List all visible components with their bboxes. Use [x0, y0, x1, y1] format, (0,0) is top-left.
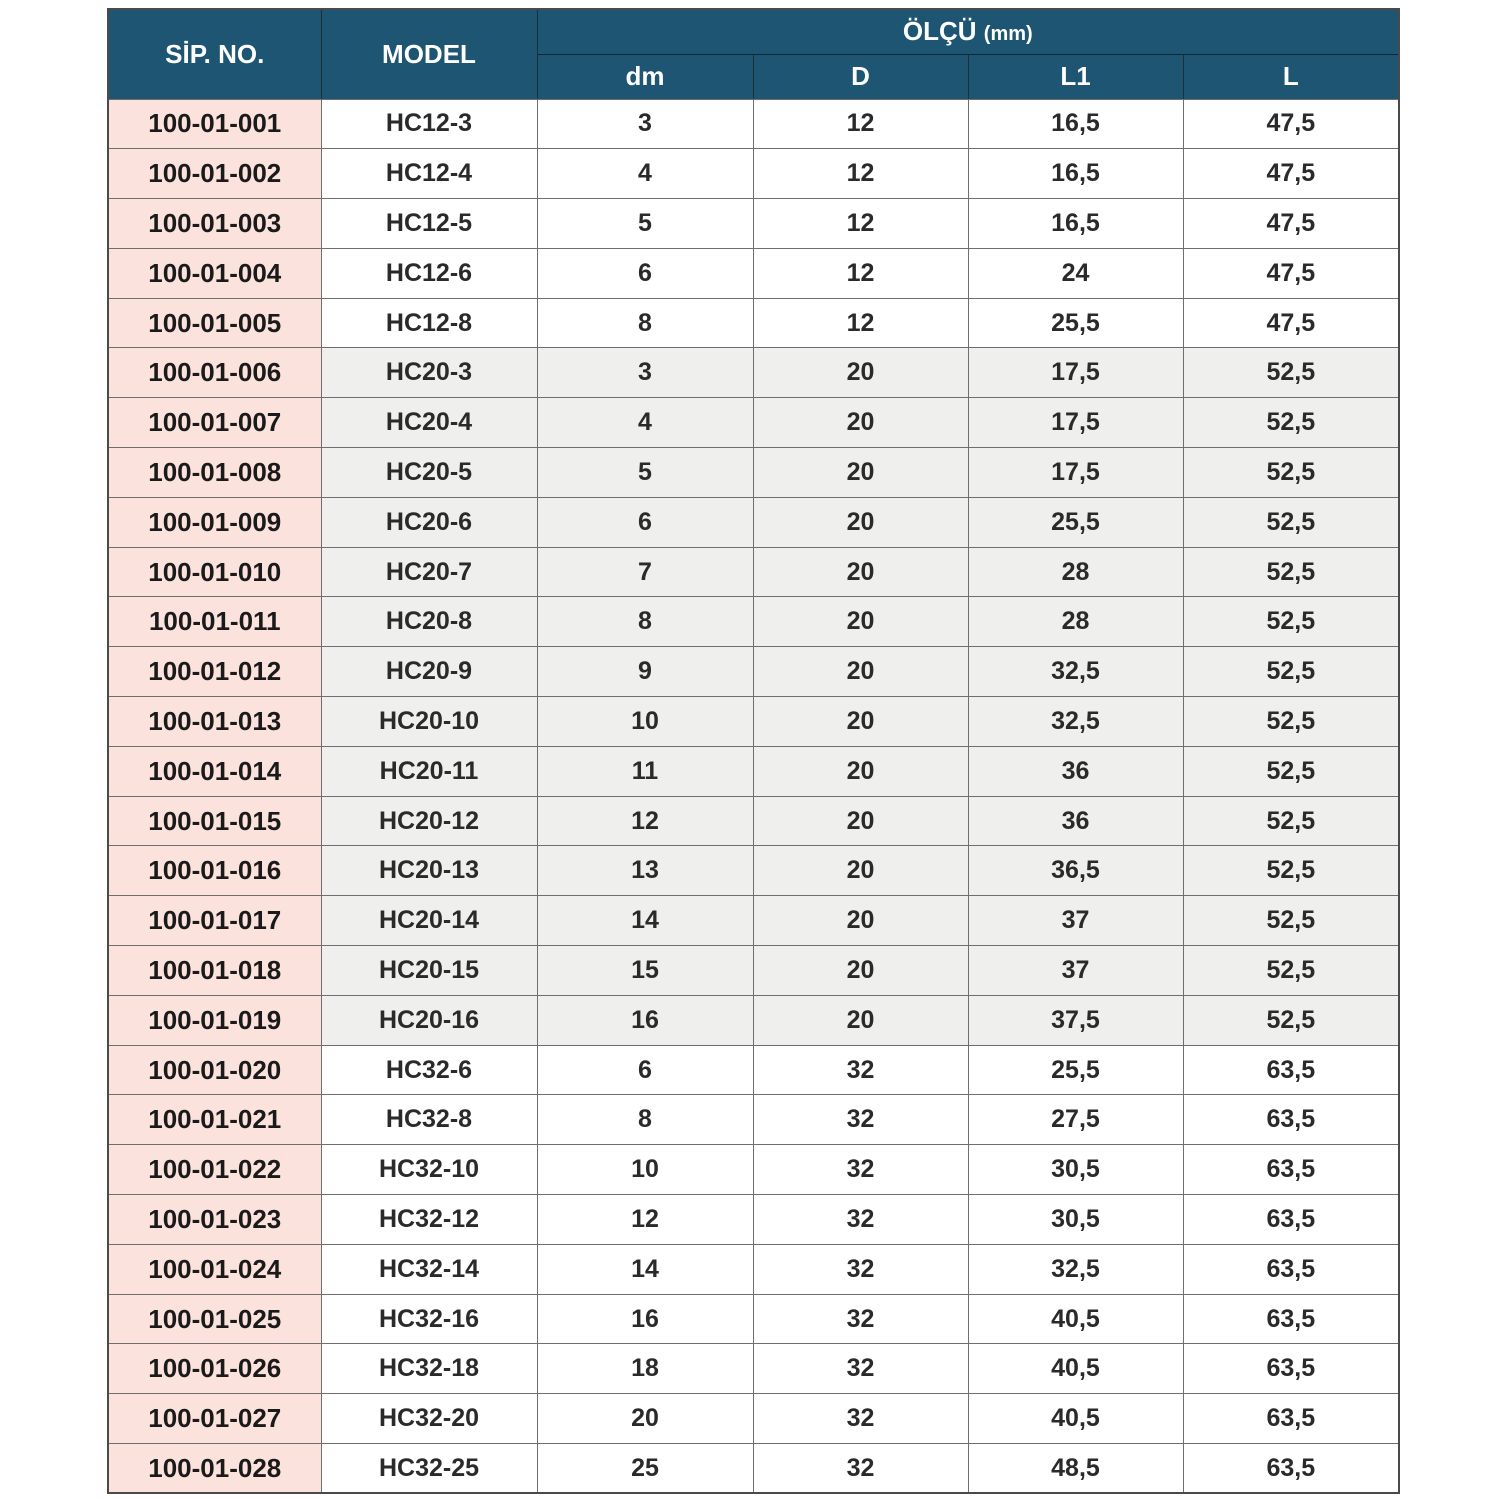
sip-no-cell: 100-01-002 — [108, 149, 321, 199]
d-cell: 20 — [753, 697, 968, 747]
header-group-row — [108, 9, 1399, 54]
l-cell: 52,5 — [1183, 647, 1399, 697]
column-header-olcu-group — [537, 9, 1399, 54]
table-row — [108, 398, 1399, 448]
sip-no-cell: 100-01-027 — [108, 1394, 321, 1444]
sip-no-cell: 100-01-006 — [108, 348, 321, 398]
l1-cell: 27,5 — [968, 1095, 1183, 1145]
model-cell: HC20-15 — [321, 946, 537, 996]
model-cell: HC20-4 — [321, 398, 537, 448]
dm-cell: 6 — [537, 1045, 753, 1095]
dm-cell: 9 — [537, 647, 753, 697]
table-header — [108, 9, 1399, 99]
l1-cell: 36 — [968, 746, 1183, 796]
l-cell: 63,5 — [1183, 1145, 1399, 1195]
dm-cell: 10 — [537, 697, 753, 747]
d-cell: 20 — [753, 896, 968, 946]
sip-no-cell: 100-01-015 — [108, 796, 321, 846]
model-cell: HC12-4 — [321, 149, 537, 199]
table-row — [108, 149, 1399, 199]
d-cell: 12 — [753, 99, 968, 149]
dm-cell: 3 — [537, 348, 753, 398]
l-cell: 63,5 — [1183, 1095, 1399, 1145]
column-header-sip-no: SİP. NO. — [108, 9, 321, 99]
l-cell: 63,5 — [1183, 1045, 1399, 1095]
l-cell: 52,5 — [1183, 746, 1399, 796]
l-cell: 52,5 — [1183, 796, 1399, 846]
table-row — [108, 1294, 1399, 1344]
d-cell: 20 — [753, 398, 968, 448]
model-cell: HC20-7 — [321, 547, 537, 597]
table-row — [108, 1344, 1399, 1394]
table-row — [108, 298, 1399, 348]
sip-no-cell: 100-01-018 — [108, 946, 321, 996]
sip-no-cell: 100-01-007 — [108, 398, 321, 448]
table-row — [108, 99, 1399, 149]
table-row — [108, 1195, 1399, 1245]
dm-cell: 12 — [537, 796, 753, 846]
dm-cell: 14 — [537, 1244, 753, 1294]
l1-cell: 36 — [968, 796, 1183, 846]
dm-cell: 13 — [537, 846, 753, 896]
column-header-l1: L1 — [968, 54, 1183, 99]
model-cell: HC20-8 — [321, 597, 537, 647]
l-cell: 52,5 — [1183, 547, 1399, 597]
dm-cell: 7 — [537, 547, 753, 597]
l1-cell: 30,5 — [968, 1195, 1183, 1245]
d-cell: 32 — [753, 1344, 968, 1394]
l1-cell: 16,5 — [968, 149, 1183, 199]
table-row — [108, 1045, 1399, 1095]
d-cell: 20 — [753, 796, 968, 846]
sip-no-cell: 100-01-017 — [108, 896, 321, 946]
l-cell: 47,5 — [1183, 99, 1399, 149]
l1-cell: 16,5 — [968, 99, 1183, 149]
table-body — [108, 99, 1399, 1493]
table-row — [108, 1244, 1399, 1294]
column-header-d: D — [753, 54, 968, 99]
l1-cell: 16,5 — [968, 199, 1183, 249]
dm-cell: 6 — [537, 248, 753, 298]
l-cell: 47,5 — [1183, 298, 1399, 348]
model-cell: HC12-3 — [321, 99, 537, 149]
model-cell: HC20-3 — [321, 348, 537, 398]
table-row — [108, 846, 1399, 896]
l1-cell: 40,5 — [968, 1294, 1183, 1344]
table-row — [108, 946, 1399, 996]
table-row — [108, 497, 1399, 547]
model-cell: HC12-8 — [321, 298, 537, 348]
l1-cell: 37 — [968, 946, 1183, 996]
dm-cell: 4 — [537, 398, 753, 448]
l1-cell: 17,5 — [968, 448, 1183, 498]
table-row — [108, 1145, 1399, 1195]
sip-no-cell: 100-01-011 — [108, 597, 321, 647]
table-row — [108, 896, 1399, 946]
column-header-model: MODEL — [321, 9, 537, 99]
l1-cell: 28 — [968, 597, 1183, 647]
table-row — [108, 1095, 1399, 1145]
dm-cell: 15 — [537, 946, 753, 996]
l1-cell: 25,5 — [968, 1045, 1183, 1095]
column-header-dm: dm — [537, 54, 753, 99]
dm-cell: 8 — [537, 1095, 753, 1145]
model-cell: HC12-6 — [321, 248, 537, 298]
dm-cell: 5 — [537, 448, 753, 498]
d-cell: 20 — [753, 647, 968, 697]
l-cell: 52,5 — [1183, 697, 1399, 747]
d-cell: 32 — [753, 1444, 968, 1494]
l1-cell: 37 — [968, 896, 1183, 946]
l-cell: 52,5 — [1183, 846, 1399, 896]
d-cell: 32 — [753, 1145, 968, 1195]
l1-cell: 17,5 — [968, 348, 1183, 398]
dm-cell: 10 — [537, 1145, 753, 1195]
dm-cell: 25 — [537, 1444, 753, 1494]
model-cell: HC32-12 — [321, 1195, 537, 1245]
dm-cell: 12 — [537, 1195, 753, 1245]
dm-cell: 5 — [537, 199, 753, 249]
l1-cell: 40,5 — [968, 1344, 1183, 1394]
l-cell: 63,5 — [1183, 1195, 1399, 1245]
dm-cell: 16 — [537, 1294, 753, 1344]
dm-cell: 8 — [537, 298, 753, 348]
l-cell: 47,5 — [1183, 149, 1399, 199]
model-cell: HC32-14 — [321, 1244, 537, 1294]
sip-no-cell: 100-01-023 — [108, 1195, 321, 1245]
d-cell: 32 — [753, 1394, 968, 1444]
l1-cell: 32,5 — [968, 647, 1183, 697]
table-row — [108, 697, 1399, 747]
table-row — [108, 647, 1399, 697]
table-row — [108, 547, 1399, 597]
sip-no-cell: 100-01-005 — [108, 298, 321, 348]
sip-no-cell: 100-01-025 — [108, 1294, 321, 1344]
d-cell: 20 — [753, 497, 968, 547]
model-cell: HC20-16 — [321, 995, 537, 1045]
d-cell: 32 — [753, 1045, 968, 1095]
sip-no-cell: 100-01-013 — [108, 697, 321, 747]
dm-cell: 16 — [537, 995, 753, 1045]
l-cell: 63,5 — [1183, 1444, 1399, 1494]
l1-cell: 30,5 — [968, 1145, 1183, 1195]
table-row — [108, 597, 1399, 647]
l1-cell: 25,5 — [968, 497, 1183, 547]
model-cell: HC32-18 — [321, 1344, 537, 1394]
sip-no-cell: 100-01-004 — [108, 248, 321, 298]
product-dimensions-table — [107, 8, 1400, 1494]
sip-no-cell: 100-01-020 — [108, 1045, 321, 1095]
sip-no-cell: 100-01-009 — [108, 497, 321, 547]
sip-no-cell: 100-01-028 — [108, 1444, 321, 1494]
l1-cell: 24 — [968, 248, 1183, 298]
model-cell: HC20-6 — [321, 497, 537, 547]
d-cell: 20 — [753, 448, 968, 498]
table-row — [108, 995, 1399, 1045]
model-cell: HC32-6 — [321, 1045, 537, 1095]
dm-cell: 20 — [537, 1394, 753, 1444]
model-cell: HC32-25 — [321, 1444, 537, 1494]
l-cell: 63,5 — [1183, 1294, 1399, 1344]
d-cell: 12 — [753, 149, 968, 199]
table-row — [108, 796, 1399, 846]
olcu-unit-label: (mm) — [983, 23, 1033, 46]
sip-no-cell: 100-01-019 — [108, 995, 321, 1045]
table-row — [108, 448, 1399, 498]
l-cell: 52,5 — [1183, 348, 1399, 398]
dm-cell: 14 — [537, 896, 753, 946]
table-row — [108, 1394, 1399, 1444]
l1-cell: 28 — [968, 547, 1183, 597]
model-cell: HC32-8 — [321, 1095, 537, 1145]
l1-cell: 36,5 — [968, 846, 1183, 896]
sip-no-cell: 100-01-014 — [108, 746, 321, 796]
sip-no-cell: 100-01-024 — [108, 1244, 321, 1294]
sip-no-cell: 100-01-022 — [108, 1145, 321, 1195]
d-cell: 20 — [753, 746, 968, 796]
dm-cell: 3 — [537, 99, 753, 149]
d-cell: 20 — [753, 946, 968, 996]
l-cell: 52,5 — [1183, 497, 1399, 547]
model-cell: HC32-16 — [321, 1294, 537, 1344]
l-cell: 63,5 — [1183, 1244, 1399, 1294]
l-cell: 63,5 — [1183, 1344, 1399, 1394]
dm-cell: 18 — [537, 1344, 753, 1394]
l-cell: 52,5 — [1183, 448, 1399, 498]
l1-cell: 32,5 — [968, 697, 1183, 747]
d-cell: 20 — [753, 597, 968, 647]
sip-no-cell: 100-01-001 — [108, 99, 321, 149]
table-row — [108, 746, 1399, 796]
l1-cell: 40,5 — [968, 1394, 1183, 1444]
l1-cell: 32,5 — [968, 1244, 1183, 1294]
d-cell: 12 — [753, 248, 968, 298]
d-cell: 12 — [753, 199, 968, 249]
l-cell: 47,5 — [1183, 199, 1399, 249]
l-cell: 63,5 — [1183, 1394, 1399, 1444]
model-cell: HC20-9 — [321, 647, 537, 697]
olcu-group-label: ÖLÇÜ — [902, 16, 977, 47]
d-cell: 32 — [753, 1195, 968, 1245]
model-cell: HC20-11 — [321, 746, 537, 796]
l-cell: 47,5 — [1183, 248, 1399, 298]
l1-cell: 37,5 — [968, 995, 1183, 1045]
column-header-l: L — [1183, 54, 1399, 99]
dm-cell: 8 — [537, 597, 753, 647]
d-cell: 12 — [753, 298, 968, 348]
l1-cell: 25,5 — [968, 298, 1183, 348]
l1-cell: 48,5 — [968, 1444, 1183, 1494]
d-cell: 20 — [753, 995, 968, 1045]
d-cell: 20 — [753, 547, 968, 597]
l-cell: 52,5 — [1183, 398, 1399, 448]
model-cell: HC20-12 — [321, 796, 537, 846]
sip-no-cell: 100-01-008 — [108, 448, 321, 498]
table-row — [108, 199, 1399, 249]
dm-cell: 4 — [537, 149, 753, 199]
sip-no-cell: 100-01-003 — [108, 199, 321, 249]
d-cell: 32 — [753, 1095, 968, 1145]
l-cell: 52,5 — [1183, 946, 1399, 996]
l1-cell: 17,5 — [968, 398, 1183, 448]
d-cell: 20 — [753, 846, 968, 896]
l-cell: 52,5 — [1183, 597, 1399, 647]
model-cell: HC32-20 — [321, 1394, 537, 1444]
dm-cell: 11 — [537, 746, 753, 796]
sip-no-cell: 100-01-010 — [108, 547, 321, 597]
model-cell: HC20-5 — [321, 448, 537, 498]
dm-cell: 6 — [537, 497, 753, 547]
d-cell: 20 — [753, 348, 968, 398]
model-cell: HC20-13 — [321, 846, 537, 896]
l-cell: 52,5 — [1183, 896, 1399, 946]
model-cell: HC20-10 — [321, 697, 537, 747]
model-cell: HC20-14 — [321, 896, 537, 946]
sip-no-cell: 100-01-016 — [108, 846, 321, 896]
sip-no-cell: 100-01-026 — [108, 1344, 321, 1394]
sip-no-cell: 100-01-021 — [108, 1095, 321, 1145]
table-row — [108, 1444, 1399, 1494]
d-cell: 32 — [753, 1244, 968, 1294]
l-cell: 52,5 — [1183, 995, 1399, 1045]
table-row — [108, 248, 1399, 298]
model-cell: HC12-5 — [321, 199, 537, 249]
sip-no-cell: 100-01-012 — [108, 647, 321, 697]
table-row — [108, 348, 1399, 398]
model-cell: HC32-10 — [321, 1145, 537, 1195]
d-cell: 32 — [753, 1294, 968, 1344]
